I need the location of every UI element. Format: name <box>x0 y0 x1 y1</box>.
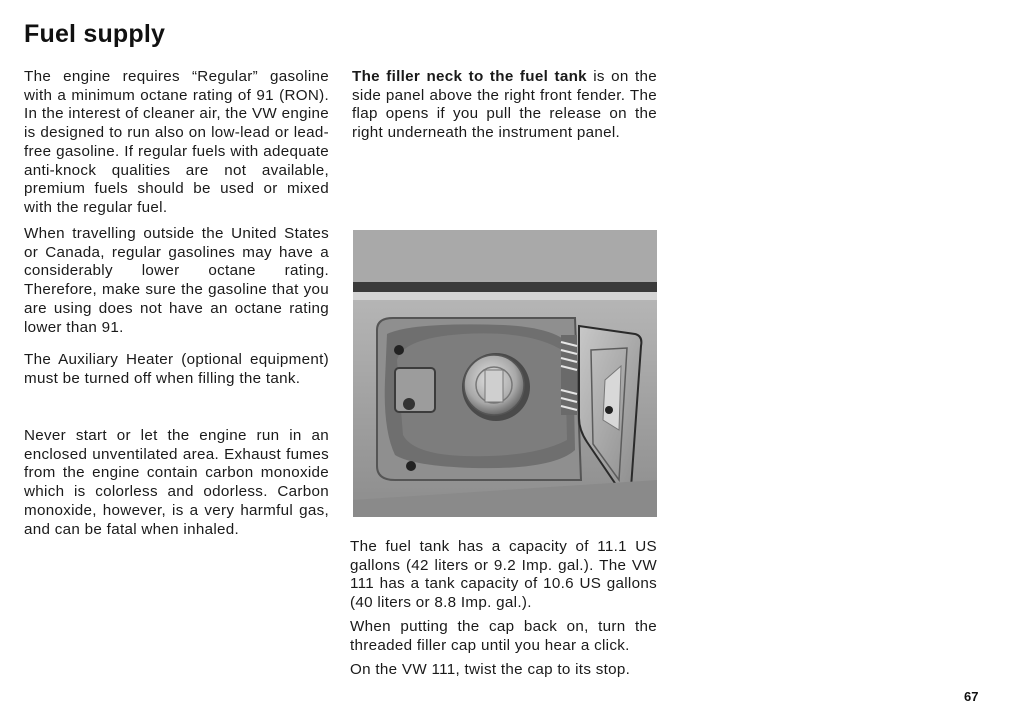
paragraph-carbon-monoxide <box>24 427 329 539</box>
paragraph-text: When travelling outside the United States or Canada, regular gasolines may have a considerably lower octane rating. Therefore, make sure the gasoline that you are using does not have an octane rating lower than 91. <box>24 225 329 336</box>
paragraph-text: The fuel tank has a capacity of 11.1 US gallons (42 liters or 9.2 Imp. gal.). The VW 111 has a tank capacity of 10.6 US gallons (40 liters or 8.8 Imp. gal.). <box>350 538 657 612</box>
paragraph-text: The engine requires “Regular” gasoline with a minimum octane rating of 91 (RON). In the interest of cleaner air, the VW engine is designed to run also on low-lead or lead-free gasoline. If regular fuels with adequate anti-knock qualities are not available, premium fuels should be used or mixed with the regular fuel. <box>24 68 329 216</box>
paragraph-text <box>352 68 657 143</box>
paragraph-cap-back <box>350 618 657 655</box>
paragraph-text: On the VW 111, twist the cap to its stop. <box>350 661 631 678</box>
paragraph-heater <box>24 351 329 388</box>
page-number: 67 <box>964 689 979 704</box>
page-title: Fuel supply <box>24 20 166 48</box>
filler-neck-text: is on the side panel above the right front fender. The flap opens if you pull the release on the right underneath the instrument panel. <box>352 68 657 142</box>
fuel-filler-illustration <box>353 230 657 517</box>
paragraph-text: When putting the cap back on, turn the threaded filler cap until you hear a click. <box>350 618 657 654</box>
paragraph-travel <box>24 225 329 337</box>
paragraph-vw111 <box>350 661 657 680</box>
paragraph-capacity <box>350 538 657 613</box>
filler-neck-heading: The filler neck to the fuel tank <box>352 68 587 85</box>
paragraph-text: The Auxiliary Heater (optional equipment) must be turned off when filling the tank. <box>24 351 329 387</box>
paragraph-text: Never start or let the engine run in an enclosed unventilated area. Exhaust fumes from the engine contain carbon monoxide which is colorless and odorless. Carbon monoxide, however, is a very harmful gas, and can be fatal when inhaled. <box>24 427 329 538</box>
paragraph-filler-neck <box>352 68 657 143</box>
fuel-filler-photo <box>353 230 657 517</box>
paragraph-octane <box>24 68 329 218</box>
